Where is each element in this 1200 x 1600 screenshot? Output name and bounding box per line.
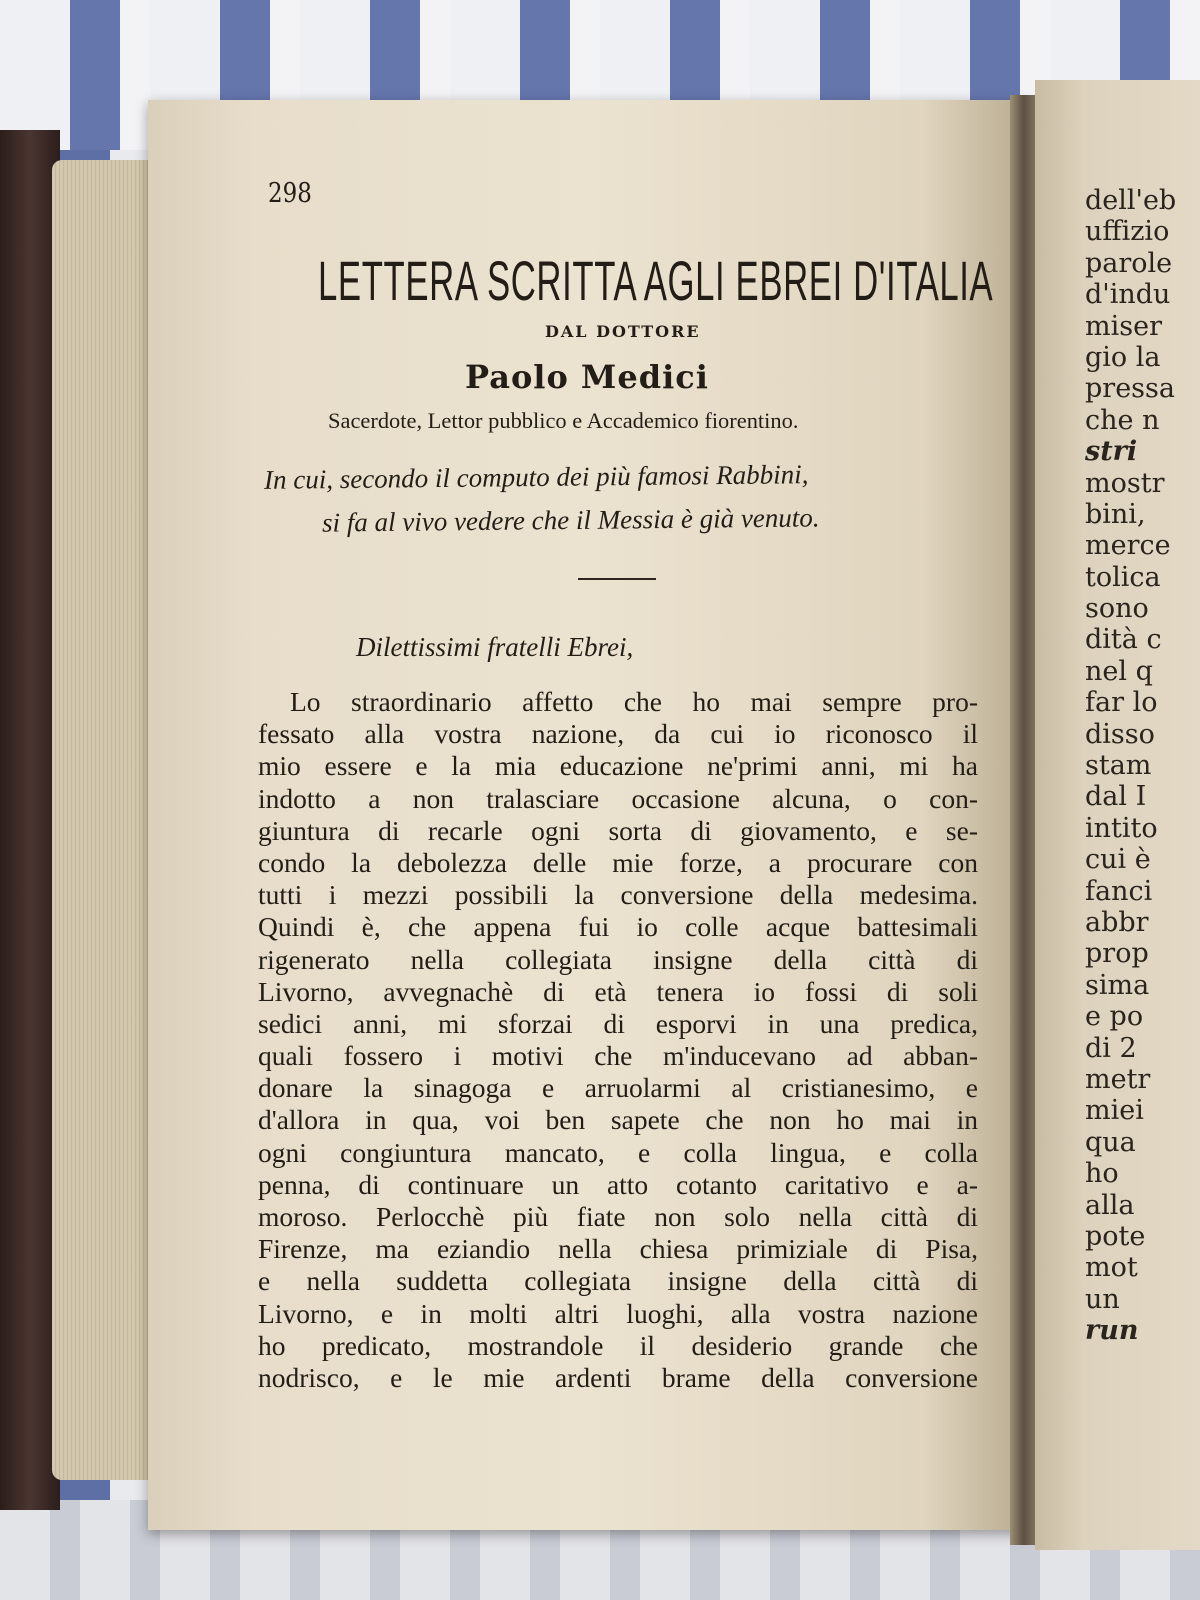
- right-page-line: che n: [1085, 404, 1160, 436]
- body-line: d'allora in qua, voi ben sapete che non ho mai in: [258, 1104, 978, 1136]
- divider-rule: [578, 578, 656, 580]
- right-page-line: qua: [1085, 1126, 1136, 1158]
- right-page-line: mot: [1085, 1252, 1138, 1284]
- right-page-line: abbr: [1085, 906, 1149, 938]
- right-page-line: bini,: [1085, 498, 1146, 530]
- right-page-line: dità c: [1085, 624, 1162, 656]
- page-number: 298: [268, 178, 312, 209]
- right-page-line: e po: [1085, 1001, 1144, 1033]
- body-line: Livorno, e in molti altri luoghi, alla vostra nazione: [258, 1297, 978, 1329]
- right-page-line: cui è: [1085, 844, 1151, 876]
- body-line: giuntura di recarle ogni sorta di giovamento, e se-: [258, 814, 978, 846]
- body-line: sedici anni, mi sforzai di esporvi in una predica,: [258, 1007, 978, 1039]
- right-page-line: metr: [1085, 1063, 1151, 1095]
- body-line: penna, di continuare un atto cotanto caritativo e a-: [258, 1168, 978, 1200]
- right-page-line: run: [1085, 1315, 1139, 1347]
- right-page-line: sima: [1085, 969, 1150, 1001]
- body-line: quali fossero i motivi che m'inducevano ad abban-: [258, 1040, 978, 1072]
- body-line: Lo straordinario affetto che ho mai sempre pro-: [290, 686, 978, 717]
- right-page-line: stri: [1085, 436, 1138, 468]
- body-line: rigenerato nella collegiata insigne della città di: [258, 943, 978, 975]
- body-line: tutti i mezzi possibili la conversione della medesima.: [258, 879, 978, 911]
- right-page-line: intito: [1085, 812, 1158, 844]
- author-description: Sacerdote, Lettor pubblico e Accademico fiorentino.: [328, 408, 799, 433]
- body-line: Quindi è, che appena fui io colle acque battesimali: [258, 911, 978, 943]
- letter-title: LETTERA SCRITTA AGLI EBREI D'ITALIA: [318, 249, 994, 312]
- right-page-line: uffizio: [1085, 216, 1170, 248]
- right-page-line: gio la: [1085, 341, 1161, 373]
- right-page-line: miei: [1085, 1095, 1144, 1127]
- by-line: DAL DOTTORE: [545, 322, 701, 341]
- salutation: Dilettissimi fratelli Ebrei,: [356, 632, 634, 662]
- right-page-line: di 2: [1085, 1032, 1137, 1064]
- right-page-line: tolica: [1085, 561, 1161, 593]
- subtitle-line-1: In cui, secondo il computo dei più famosi Rabbini,: [263, 459, 809, 495]
- right-page-line: disso: [1085, 718, 1155, 750]
- right-page-line: far lo: [1085, 687, 1158, 719]
- right-page-line: d'indu: [1085, 279, 1171, 311]
- right-page-line: pressa: [1085, 373, 1175, 405]
- body-line: condo la debolezza delle mie forze, a procurare con: [258, 846, 978, 878]
- body-line: ho predicato, mostrandole il desiderio grande che: [258, 1329, 978, 1361]
- body-line: indotto a non tralasciare occasione alcuna, o con-: [258, 782, 978, 814]
- body-line: Firenze, ma eziandio nella chiesa primiziale di Pisa,: [258, 1233, 978, 1265]
- subtitle-line-2: si fa al vivo vedere che il Messia è già venuto.: [321, 502, 820, 538]
- right-page-line: un: [1085, 1283, 1120, 1315]
- right-page-line: ho: [1085, 1158, 1119, 1190]
- right-page-line: mostr: [1085, 467, 1165, 499]
- body-line: e nella suddetta collegiata insigne della città di: [258, 1265, 978, 1297]
- right-page-line: alla: [1085, 1189, 1135, 1221]
- right-page-line: dell'eb: [1085, 185, 1177, 216]
- right-page-line: pote: [1085, 1220, 1146, 1252]
- right-page-line: dal I: [1085, 781, 1147, 813]
- right-page-line: nel q: [1085, 655, 1153, 687]
- body-line: mio essere e la mia educazione ne'primi anni, mi ha: [258, 750, 978, 782]
- body-line: donare la sinagoga e arruolarmi al cristianesimo, e: [258, 1072, 978, 1104]
- right-page-line: stam: [1085, 750, 1152, 782]
- body-line: moroso. Perlocchè più fiate non solo nella città di: [258, 1201, 978, 1232]
- right-page-line: merce: [1085, 530, 1171, 562]
- right-page-line: parole: [1085, 247, 1173, 279]
- body-line: fessato alla vostra nazione, da cui io riconosco il: [258, 718, 978, 750]
- right-page-line: sono: [1085, 593, 1149, 625]
- author-name: Paolo Medici: [465, 358, 709, 396]
- right-page-line: prop: [1085, 938, 1149, 970]
- body-line: Livorno, avvegnachè di età tenera io fossi di soli: [258, 975, 978, 1007]
- right-page-line: fanci: [1085, 875, 1153, 907]
- body-text: [258, 686, 978, 1394]
- right-page-line: miser: [1085, 310, 1162, 342]
- body-line: ogni congiuntura mancato, e colla lingua, e colla: [258, 1136, 978, 1168]
- body-line: nodrisco, e le mie ardenti brame della conversione: [258, 1361, 978, 1393]
